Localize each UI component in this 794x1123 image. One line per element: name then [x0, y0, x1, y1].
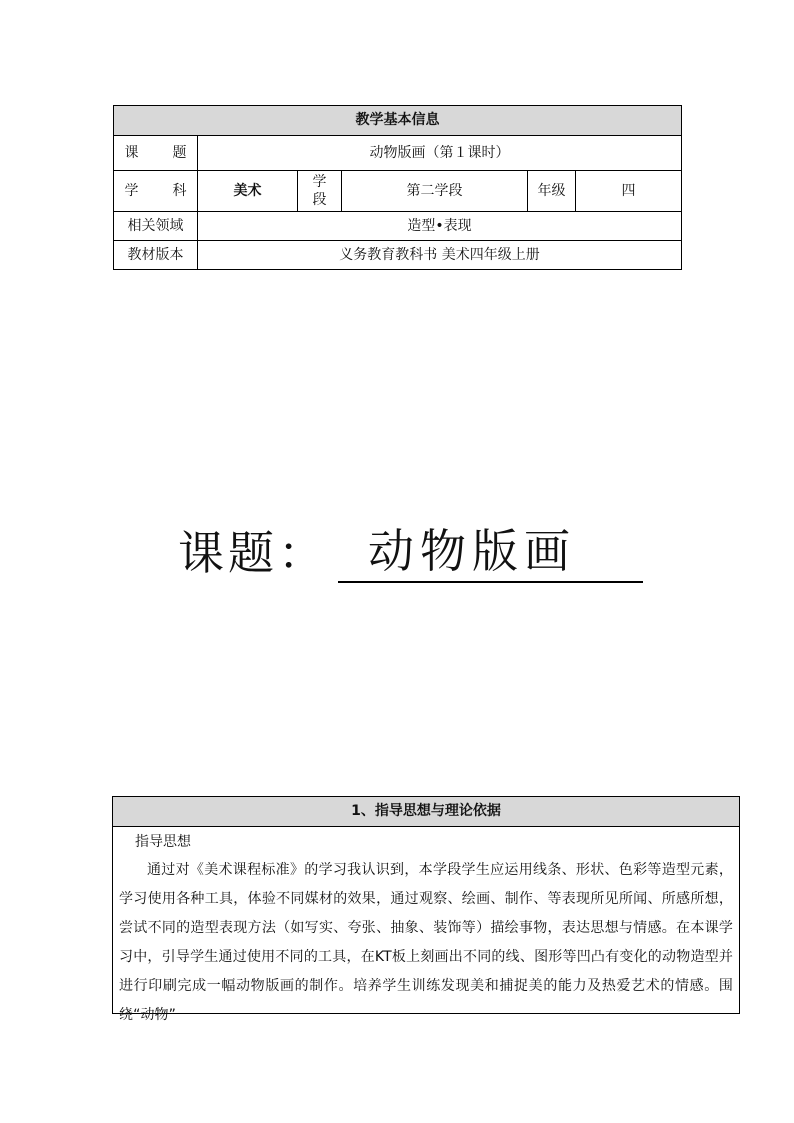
- textbook-label: 教材版本: [114, 241, 198, 270]
- subject-value: 美术: [198, 171, 298, 212]
- lesson-title-label: 课题：: [178, 526, 328, 580]
- lesson-title-value: 动物版画: [338, 515, 643, 583]
- info-table-header: 教学基本信息: [114, 106, 682, 136]
- guidance-subheading: 指导思想: [135, 834, 191, 850]
- guidance-section: [112, 796, 740, 1023]
- grade-label: 年级: [528, 171, 576, 212]
- stage-value: 第二学段: [342, 171, 528, 212]
- subject-label: 学 科: [114, 171, 198, 212]
- field-value: 造型•表现: [198, 212, 682, 241]
- field-label: 相关领域: [114, 212, 198, 241]
- textbook-value: 义务教育教科书 美术四年级上册: [198, 241, 682, 270]
- grade-value: 四: [576, 171, 682, 212]
- guidance-header: 1、指导思想与理论依据: [113, 797, 739, 827]
- basic-info-table: [113, 105, 682, 270]
- topic-value: 动物版画（第１课时）: [198, 136, 682, 171]
- lesson-title: [178, 515, 643, 585]
- stage-label: 学 段: [298, 171, 342, 212]
- topic-label: 课 题: [114, 136, 198, 171]
- guidance-body: 通过对《美术课程标准》的学习我认识到，本学段学生应运用线条、形状、色彩等造型元素，学习使用各种工具，体验不同媒材的效果，通过观察、绘画、制作、等表现所见所闻、所感所想，尝试不同的造型表现方法（如写实、夸张、抽象、装饰等）描绘事物，表达思想与情感。在本课学习中，引导学生通过使用不同的工具，在KT板上刻画出不同的线、图形等凹凸有变化的动物造型并进行印刷完成一幅动物版画的制作。培养学生训练发现美和捕捉美的能力及热爱艺术的情感。围绕“动物”: [119, 862, 733, 1023]
